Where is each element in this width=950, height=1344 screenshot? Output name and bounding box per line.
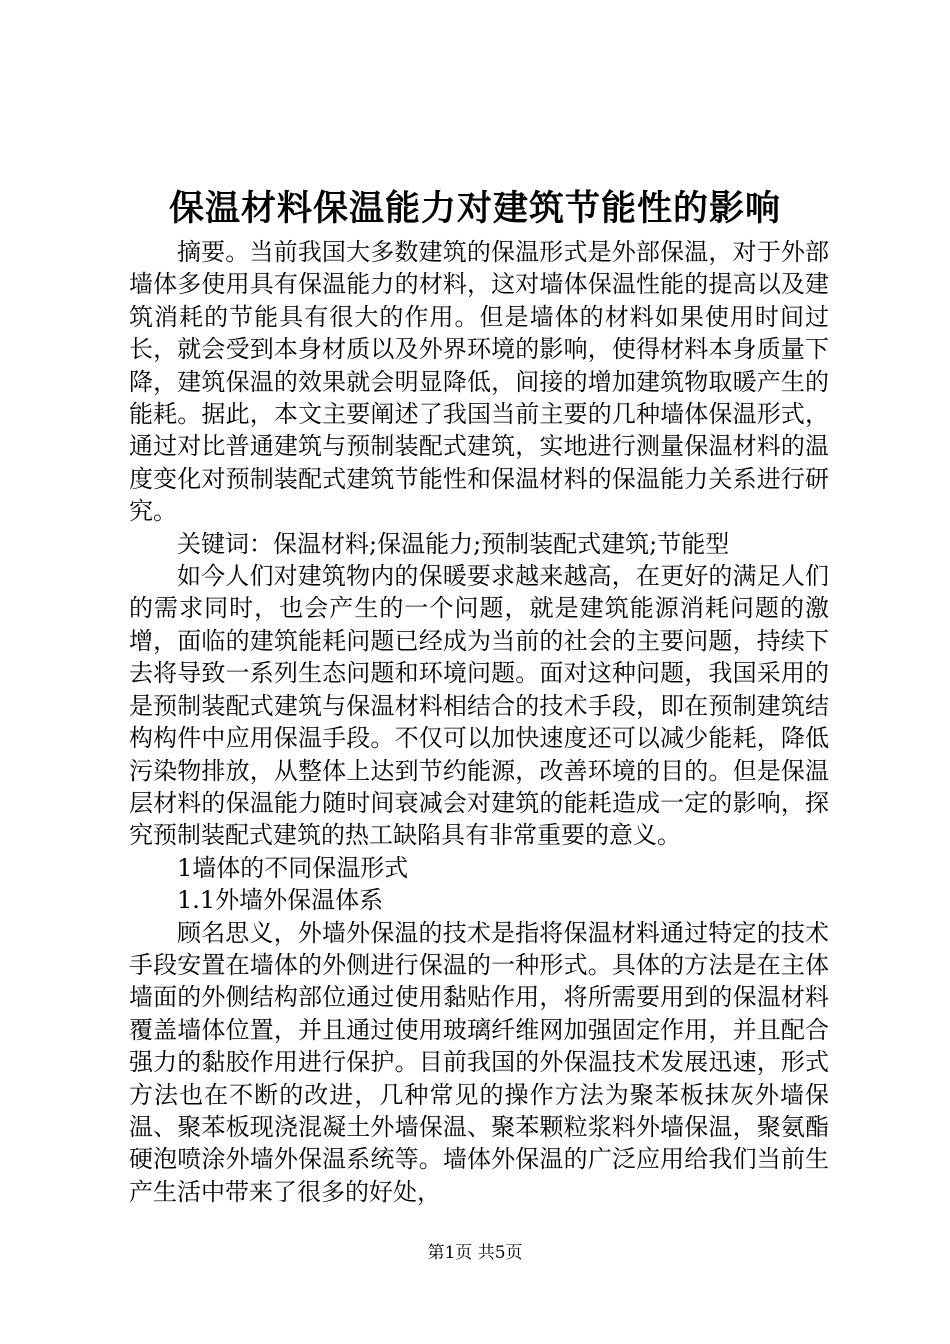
document-title: 保温材料保温能力对建筑节能性的影响	[168, 188, 781, 229]
document-body	[129, 236, 829, 1208]
abstract-paragraph: 摘要。当前我国大多数建筑的保温形式是外部保温，对于外部墙体多使用具有保温能力的材料，这对墙体保温性能的提高以及建筑消耗的节能具有很大的作用。但是墙体的材料如果使用时间过长，就会受到本身材质以及外界环境的影响，使得材料本身质量下降，建筑保温的效果就会明显降低，间接的增加建筑物取暖产生的能耗。据此，本文主要阐述了我国当前主要的几种墙体保温形式，通过对比普通建筑与预制装配式建筑，实地进行测量保温材料的温度变化对预制装配式建筑节能性和保温材料的保温能力关系进行研究。	[129, 238, 829, 526]
section-heading: 1墙体的不同保温形式	[177, 853, 409, 882]
body-paragraph: 顾名思义，外墙外保温的技术是指将保温材料通过特定的技术手段安置在墙体的外侧进行保温的一种形式。具体的方法是在主体墙面的外侧结构部位通过使用黏贴作用，将所需要用到的保温材料覆盖墙体位置，并且通过使用玻璃纤维网加强固定作用，并且配合强力的黏胶作用进行保护。目前我国的外保温技术发展迅速，形式方法也在不断的改进，几种常见的操作方法为聚苯板抹灰外墙保温、聚苯板现浇混凝土外墙保温、聚苯颗粒浆料外墙保温，聚氨酯硬泡喷涂外墙外保温系统等。墙体外保温的广泛应用给我们当前生产生活中带来了很多的好处，	[129, 918, 829, 1206]
page-footer: 第1页 共5页	[427, 1243, 523, 1263]
subsection-heading: 1.1外墙外保温体系	[177, 886, 384, 915]
intro-paragraph: 如今人们对建筑物内的保暖要求越来越高，在更好的满足人们的需求同时，也会产生的一个问题，就是建筑能源消耗问题的激增，面临的建筑能耗问题已经成为当前的社会的主要问题，持续下去将导致一系列生态问题和环境问题。面对这种问题，我国采用的是预制装配式建筑与保温材料相结合的技术手段，即在预制建筑结构构件中应用保温手段。不仅可以加快速度还可以减少能耗，降低污染物排放，从整体上达到节约能源，改善环境的目的。但是保温层材料的保温能力随时间衰减会对建筑的能耗造成一定的影响，探究预制装配式建筑的热工缺陷具有非常重要的意义。	[129, 562, 829, 850]
keywords-paragraph: 关键词：保温材料;保温能力;预制装配式建筑;节能型	[177, 529, 730, 558]
